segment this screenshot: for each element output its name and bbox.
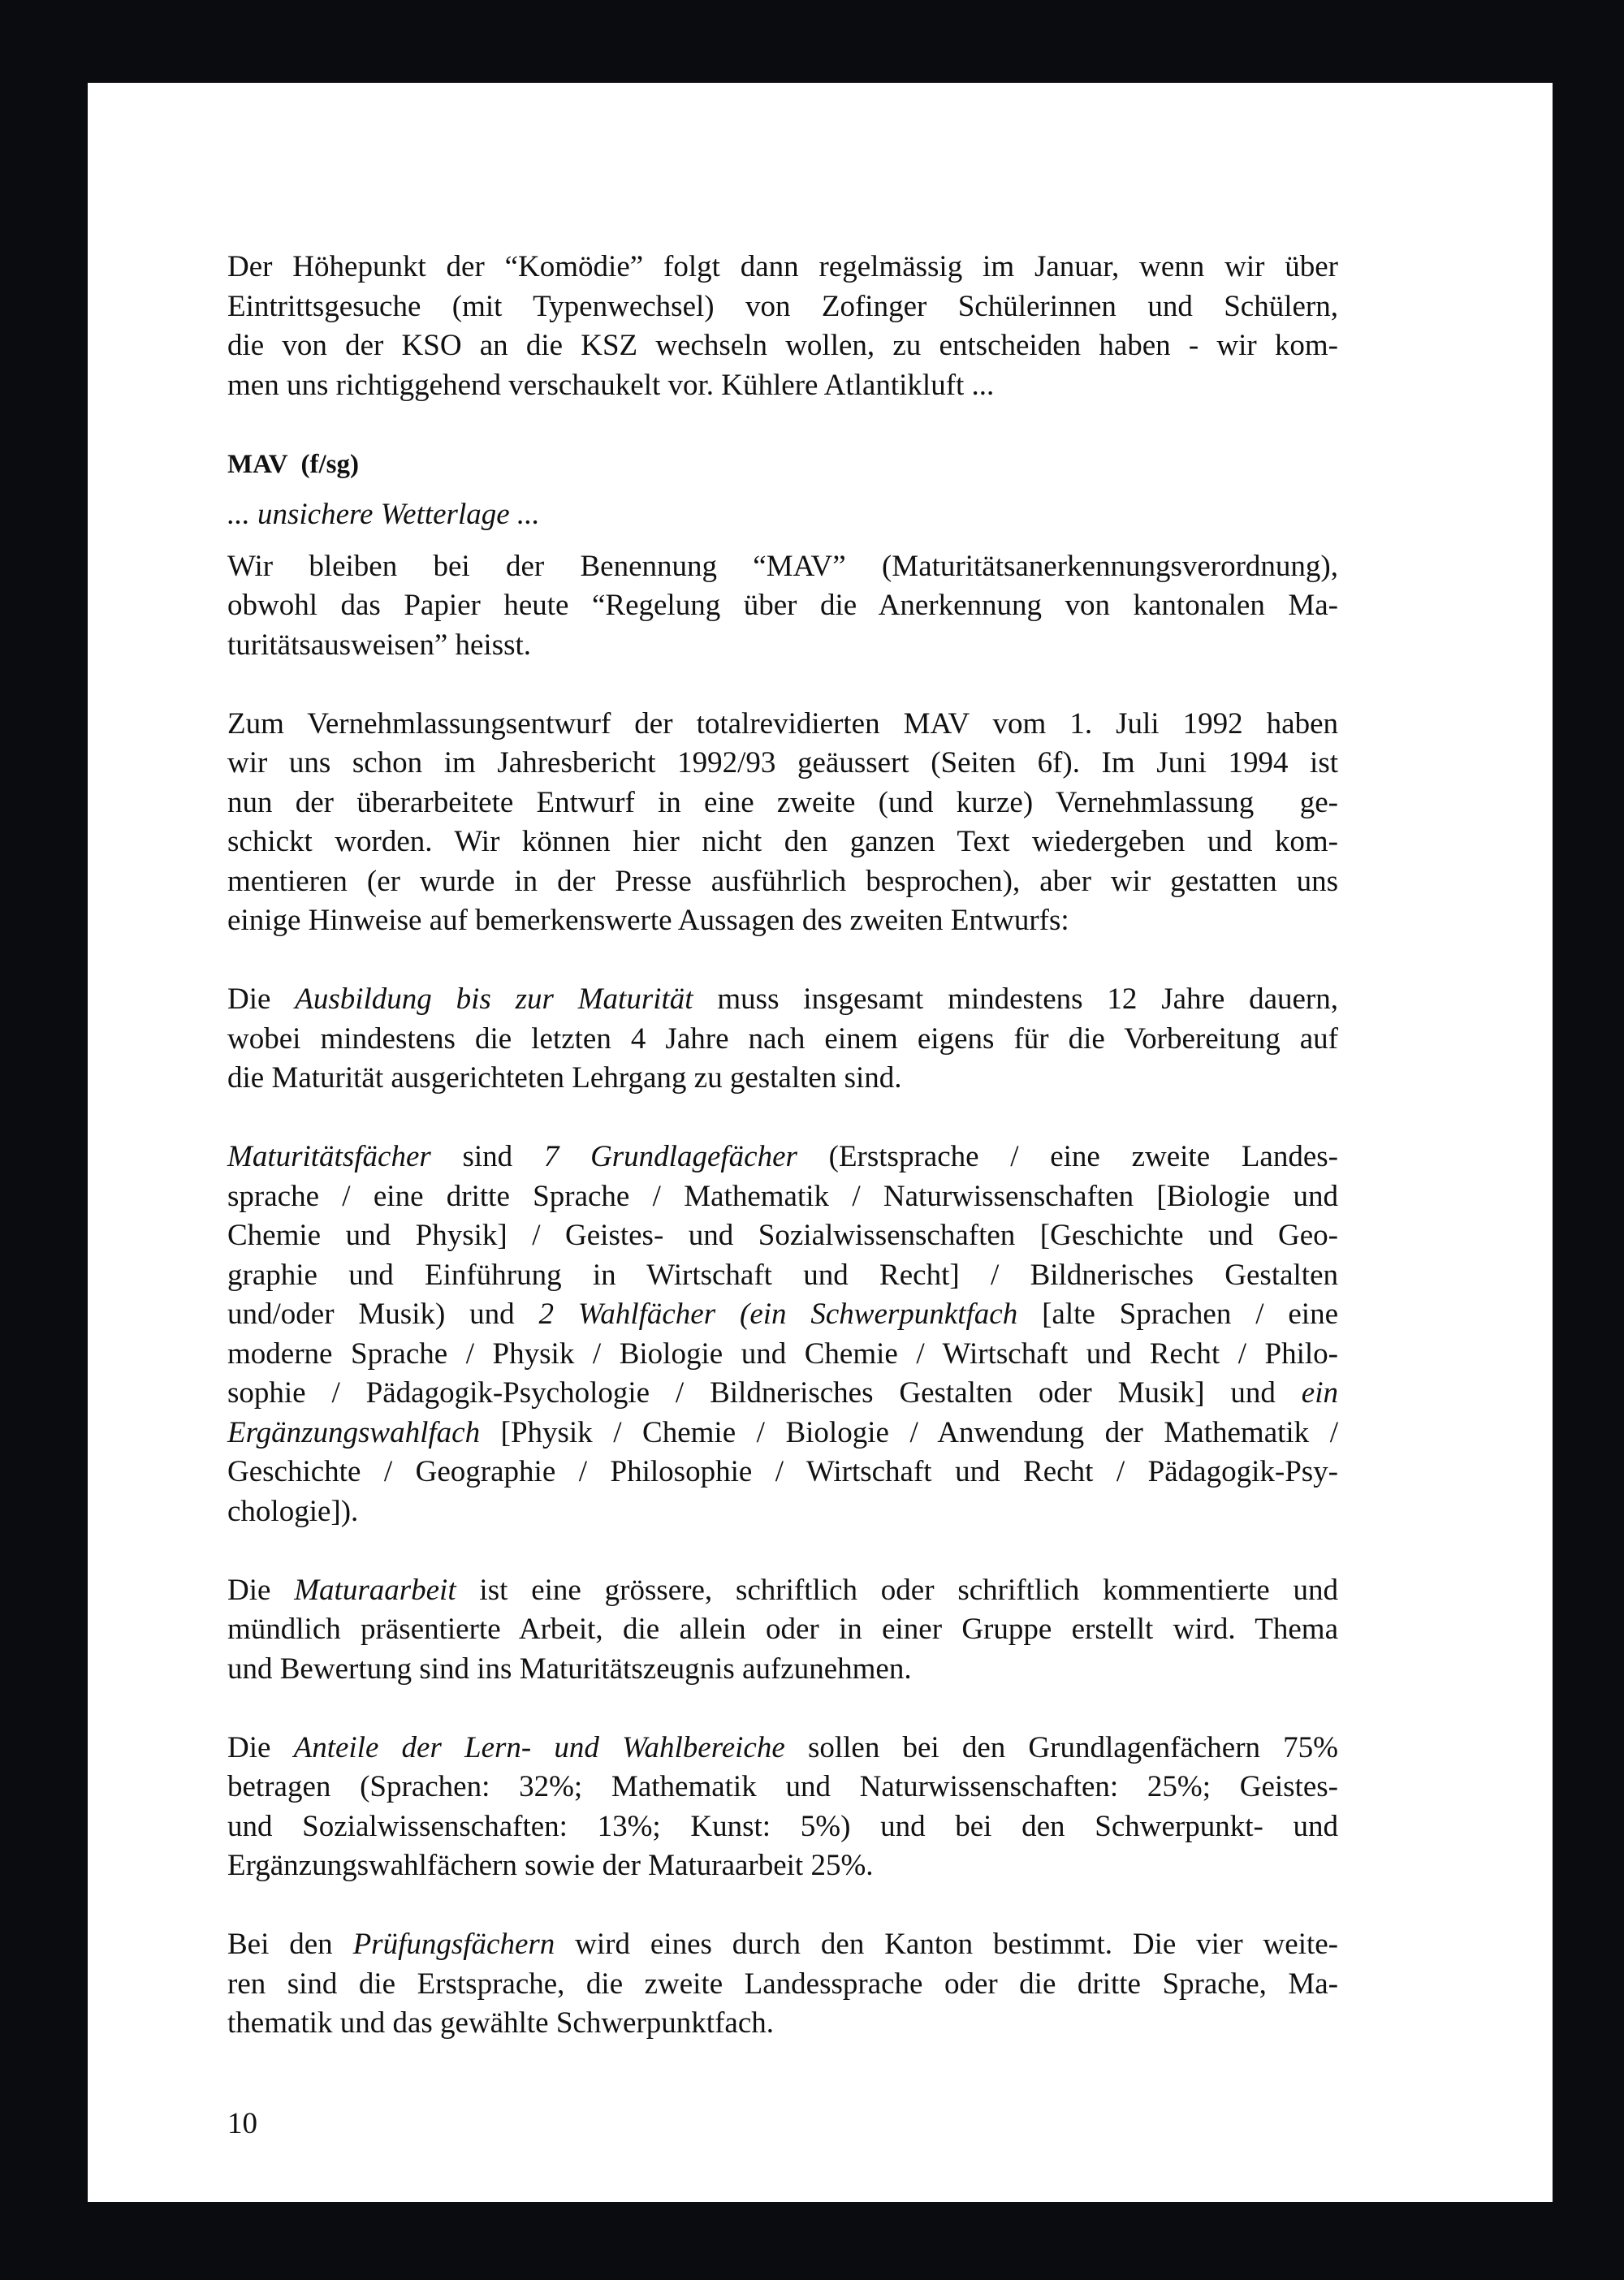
emphasis-text: Prüfungsfächern	[352, 1928, 555, 1961]
text-line	[227, 1138, 1338, 1177]
text-line: turitätsausweisen” heisst.	[227, 628, 532, 662]
text-line	[227, 1925, 1338, 1965]
text-line: men uns richtiggehend verschaukelt vor. Kühlere Atlantikluft ...	[227, 368, 995, 402]
text-run: (Erstsprache / eine zweite Landes-	[797, 1140, 1338, 1173]
paragraph-pruefungsfaecher	[227, 1925, 1338, 2044]
text-line	[227, 1295, 1338, 1335]
text-line: Eintrittsgesuche (mit Typenwechsel) von Zofinger Schülerinnen und Schülern,	[227, 289, 1338, 323]
text-line: einige Hinweise auf bemerkenswerte Aussagen des zweiten Entwurfs:	[227, 904, 1069, 937]
text-line: ren sind die Erstsprache, die zweite Landessprache oder die dritte Sprache, Ma-	[227, 1967, 1338, 2001]
text-line: Ergänzungswahlfächern sowie der Maturaarbeit 25%.	[227, 1849, 874, 1882]
emphasis-text: Maturaarbeit	[294, 1573, 456, 1607]
text-line: schickt worden. Wir können hier nicht den ganzen Text wiedergeben und kom-	[227, 825, 1338, 858]
text-line: graphie und Einführung in Wirtschaft und Recht] / Bildnerisches Gestalten	[227, 1258, 1338, 1292]
text-line	[227, 1374, 1338, 1414]
text-line	[227, 1729, 1338, 1768]
emphasis-text: Ergänzungswahlfach	[227, 1415, 481, 1449]
text-line: wir uns schon im Jahresbericht 1992/93 geäussert (Seiten 6f). Im Juni 1994 ist	[227, 746, 1338, 779]
text-line: Der Höhepunkt der “Komödie” folgt dann regelmässig im Januar, wenn wir über	[227, 250, 1338, 283]
text-line: sprache / eine dritte Sprache / Mathematik / Naturwissenschaften [Biologie und	[227, 1179, 1338, 1213]
text-line	[227, 1571, 1338, 1611]
text-line: die von der KSO an die KSZ wechseln wollen, zu entscheiden haben - wir kom-	[227, 329, 1338, 362]
text-run: sind	[430, 1140, 544, 1173]
text-line	[227, 1414, 1338, 1453]
text-line: die Maturität ausgerichteten Lehrgang zu gestalten sind.	[227, 1061, 902, 1095]
text-run: Die	[227, 1730, 294, 1764]
emphasis-text: 7 Grundlagefächer	[543, 1140, 797, 1173]
paragraph-mav-name	[227, 547, 1338, 666]
text-line: Zum Vernehmlassungsentwurf der totalrevidierten MAV vom 1. Juli 1992 haben	[227, 706, 1338, 741]
text-line: nun der überarbeitete Entwurf in eine zweite (und kurze) Vernehmlassung ge-	[227, 785, 1338, 819]
text-run: wird eines durch den Kanton bestimmt. Die vier weite-	[555, 1928, 1339, 1961]
text-line: wobei mindestens die letzten 4 Jahre nach einem eigens für die Vorbereitung auf	[227, 1021, 1338, 1056]
text-run: muss insgesamt mindestens 12 Jahre dauern,	[693, 982, 1338, 1016]
text-run: [alte Sprachen / eine	[1017, 1298, 1338, 1331]
paragraph-anteile	[227, 1729, 1338, 1886]
text-line: obwohl das Papier heute “Regelung über die Anerkennung von kantonalen Ma-	[227, 589, 1338, 622]
text-line: moderne Sprache / Physik / Biologie und Chemie / Wirtschaft und Recht / Philo-	[227, 1336, 1338, 1371]
text-line: chologie]).	[227, 1494, 359, 1528]
text-line: und Sozialwissenschaften: 13%; Kunst: 5%) und bei den Schwerpunkt- und	[227, 1809, 1338, 1843]
text-run: [Physik / Chemie / Biologie / Anwendung der Mathematik /	[480, 1415, 1338, 1449]
section-subheading: ... unsichere Wetterlage ...	[227, 498, 540, 531]
paragraph-maturaarbeit	[227, 1571, 1338, 1690]
text-line: thematik und das gewählte Schwerpunktfach.	[227, 2006, 774, 2040]
text-line: mündlich präsentierte Arbeit, die allein oder in einer Gruppe erstellt wird. Thema	[227, 1613, 1338, 1646]
text-line: Wir bleiben bei der Benennung “MAV” (Maturitätsanerkennungsverordnung),	[227, 549, 1338, 583]
emphasis-text: Ausbildung bis zur Maturität	[295, 982, 693, 1016]
text-run: Die	[227, 982, 296, 1016]
section-heading: MAV (f/sg)	[227, 449, 359, 479]
text-run: sophie / Pädagogik-Psychologie / Bildnerisches Gestalten oder Musik] und	[227, 1376, 1302, 1410]
paragraph-ausbildung	[227, 980, 1338, 1099]
text-line: mentieren (er wurde in der Presse ausführlich besprochen), aber wir gestatten uns	[227, 864, 1338, 898]
page-number: 10	[227, 2107, 257, 2140]
text-run: ist eine grössere, schriftlich oder schriftlich kommentierte und	[456, 1573, 1338, 1607]
text-line	[227, 980, 1338, 1020]
text-line: betragen (Sprachen: 32%; Mathematik und Naturwissenschaften: 25%; Geistes-	[227, 1770, 1338, 1803]
text-line: und Bewertung sind ins Maturitätszeugnis aufzunehmen.	[227, 1652, 912, 1686]
text-line: Chemie und Physik] / Geistes- und Sozialwissenschaften [Geschichte und Geo-	[227, 1219, 1338, 1252]
text-run: sollen bei den Grundlagenfächern 75%	[784, 1730, 1338, 1764]
paragraph-vernehmlassung	[227, 705, 1338, 941]
text-line: Geschichte / Geographie / Philosophie / Wirtschaft und Recht / Pädagogik-Psy-	[227, 1455, 1338, 1488]
emphasis-text: ein	[1301, 1376, 1338, 1410]
page-body	[227, 248, 1338, 2044]
text-run: und/oder Musik) und	[227, 1298, 539, 1331]
emphasis-text: Maturitätsfächer	[227, 1140, 431, 1173]
text-run: Bei den	[227, 1928, 353, 1961]
document-page	[88, 83, 1553, 2202]
emphasis-text: Anteile der Lern- und Wahlbereiche	[293, 1730, 785, 1764]
paragraph-maturitaetsfaecher	[227, 1138, 1338, 1531]
emphasis-text: 2 Wahlfächer (ein Schwerpunktfach	[538, 1298, 1018, 1331]
paragraph-komoedie	[227, 248, 1338, 405]
text-run: Die	[227, 1573, 295, 1607]
